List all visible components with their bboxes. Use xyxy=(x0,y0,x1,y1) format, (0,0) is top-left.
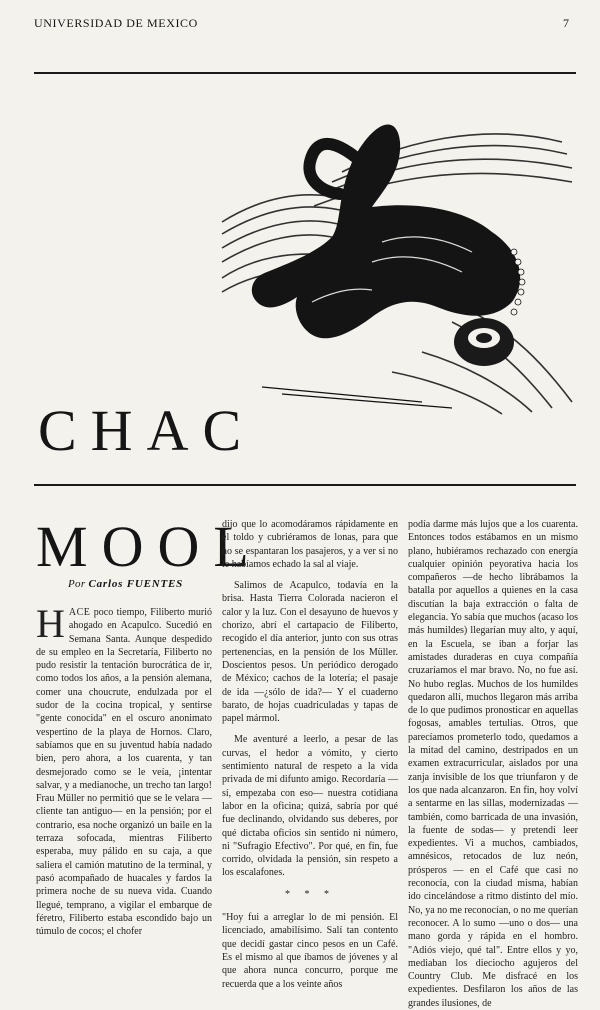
top-rule xyxy=(34,72,576,74)
drop-cap: H xyxy=(36,601,65,646)
title-line-2: MOOL xyxy=(36,514,263,579)
paragraph: "Hoy fui a arreglar lo de mi pensión. El licenciado, amabilísimo. Salí tan contento que decidí gastar cinco pesos en un Café. Es el mismo al que íbamos de jóvenes y al que ahora nunca concurro, porque me recuerda que a los veinte años xyxy=(222,912,398,990)
byline xyxy=(68,578,183,590)
column-3 xyxy=(408,518,578,1009)
title-line-1: CHAC xyxy=(38,398,256,463)
page-number: 7 xyxy=(563,16,569,30)
author-name: Carlos FUENTES xyxy=(88,578,184,590)
byline-prefix: Por xyxy=(68,578,89,590)
ink-illustration xyxy=(222,102,576,414)
section-break: * * * xyxy=(285,888,335,900)
publication-name: UNIVERSIDAD DE MEXICO xyxy=(34,16,198,30)
paragraph: Salimos de Acapulco, todavía en la brisa. Hasta Tierra Colorada nacieron el calor y la luz. Con el desayuno de huevos y chorizo, abrí el cartapacio de Filiberto, recogido el día anterior, junto con sus otras pertenencias, en la pensión de los Müller. Doscientos pesos. Un periódico derogado de México; cachos de la lotería; el pasaje de ida —¿sólo de ida?— Y el cuaderno barato, de hojas cuadriculadas y tapas de papel mármol. xyxy=(222,580,398,725)
column-3-text: podía darme más lujos que a los cuarenta. Entonces todos estábamos en un mismo plano, hubiéramos rechazado con energía cualquier opinión peyorativa hacia los compañeros —de hecho librábamos la batalla por aquellos a quienes en la casa discutían la baja extracción o falta de elegancia. Yo sabía que muchos (acaso los más humildes) llegarían muy alto, y aquí, en la Escuela, se iban a forjar las amistades duraderas en cuya compañía cruzaríamos el mar bravo. No, no fue así. No hubo reglas. Muchos de los humildes quedaron allí, muchos llegaron más arriba de lo que pudimos pronosticar en aquellas fogosas, amables tertulias. Otros, que parecíamos prometerlo todo, quedamos a la mitad del camino, destripados en un examen extracurricular, aislados por una zanja invisible de los que triunfaron y de los que nada alcanzaron. En fin, hoy volví a sentarme en las sillas, modernizadas —también, como barricada de una invasión, la fuente de sodas— y pretendí leer expedientes. Vi a muchos, cambiados, amnésicos, retocados de luz neón, prósperos — en el Café que casi no reconocía, con la ciudad misma, habían ido cincelándose a ritmo distinto del mío. No, ya no me reconocían, o no me querían reconocer. A lo sumo —uno o dos— una mano gorda y rápida en el hombro. "Adiós viejo, qué tal". Entre ellos y yo, mediaban los dieciocho agujeros del Country Club. Me disfracé en los expedientes. Desfilaron los años de las grandes ilusiones, de xyxy=(408,519,578,1009)
column-1-text: poco tiempo, Filiberto murió ahogado en Acapulco. Sucedió en Semana Santa. Aunque despedido de su empleo en la Secretaría, Filiberto no pudo resistir la tentación burocrática de ir, como todos los años, a la pensión alemana, comer una choucrute, endulzada por el sudor de la cocina tropical, y sentirse "gente conocida" en el oscuro anonimato vespertino de la playa de Hornos. Claro, sabíamos que en su juventud había nadado bien, pero ahora, a los cuarenta, y tan desmejorado como se le veía, ¡intentar salvar, y a medianoche, un trecho tan largo! Frau Müller no permitió que se le velara —cliente tan antiguo— en la pensión; por el contrario, esa noche organizó un baile en la terraza sofocada, mientras Filiberto esperaba, muy pálido en su caja, a que saliera el camión matutino de la terminal, y pasó acompañado de huacales y fardos la primera noche de su nueva vida. Cuando llegué, temprano, a vigilar el embarque de féretro, Filiberto estaba escondido bajo un túmulo de cocos; el chofer xyxy=(36,607,212,938)
column-2 xyxy=(222,518,398,990)
paragraph: dijo que lo acomodáramos rápidamente en el toldo y cubriéramos de lonas, para que no se espantaran los pasajeros, y a ver si no le habíamos echado la sal al viaje. xyxy=(222,519,398,570)
column-1 xyxy=(36,601,212,938)
middle-rule xyxy=(34,484,576,486)
paragraph: Me aventuré a leerlo, a pesar de las curvas, el hedor a vómito, y cierto sentimiento natural de respeto a la vida privada de mi difunto amigo. Recordaría —sí, empezaba con eso— nuestra cotidiana labor en la oficina; quizá, sabría por qué fue declinando, olvidando sus deberes, por qué dictaba oficios sin sentido ni número, ni "Sufragio Efectivo". Por qué, en fin, fue corrido, olvidada la pensión, sin respeto a los escalafones. xyxy=(222,734,398,879)
lead-word: ACE xyxy=(68,607,91,618)
